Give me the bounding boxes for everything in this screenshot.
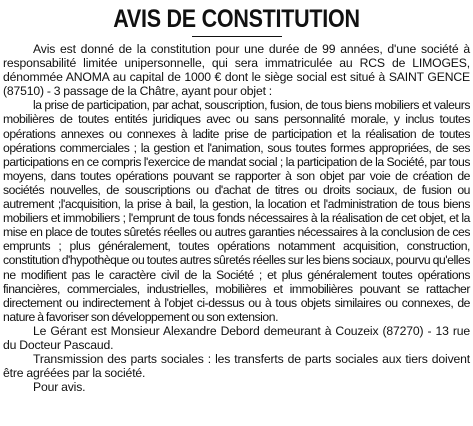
manager-paragraph: Le Gérant est Monsieur Alexandre Debord demeurant à Couzeix (87270) - 13 rue du Docteur Pascaud. [3, 323, 470, 352]
object-paragraph: la prise de participation, par achat, souscription, fusion, de tous biens mobiliers et valeurs mobilières de toutes entités juridiques avec ou sans personnalité morale, y inclus toutes opérations annexes ou connexes à ladite prise de participation et la réalisation de toutes opérations commerciales ; la gestion et l'animation, sous toutes formes appropriées, de ses participations en ce compris l'exercice de mandat social ; la participation de la Société, par tous moyens, dans toutes opérations pouvant se rapporter à son objet par voie de création de sociétés nouvelles, de souscriptions ou d'achat de titres ou droits sociaux, de fusion ou autrement ;l'acquisition, la prise à bail, la gestion, la location et l'administration de tous biens mobiliers et immobiliers ; l'emprunt de tous fonds nécessaires à la réalisation de cet objet, et la mise en place de toutes sûretés réelles ou autres garanties nécessaires à la conclusion de ces emprunts ; plus généralement, toutes opérations notamment acquisition, construction, constitution d'hypothèque ou toutes autres sûretés réelles sur les biens sociaux, pourvu qu'elles ne modifient pas le caractère civil de la Société ; et plus généralement toutes opérations financières, commerciales, industrielles, mobilières et immobilières pouvant se rattacher directement ou indirectement à l'objet ci-dessus ou à tous objets similaires ou connexes, de nature à favoriser son développement ou son extension. [3, 98, 470, 324]
notice-title: AVIS DE CONSTITUTION [113, 5, 360, 33]
title-divider [192, 36, 282, 37]
transfer-paragraph: Transmission des parts sociales : les transferts de parts sociales aux tiers doivent être agréées par la société. [3, 352, 470, 381]
intro-paragraph: Avis est donné de la constitution pour une durée de 99 années, d'une société à responsabilité limitée unipersonnelle, qui sera immatriculée au RCS de LIMOGES, dénommée ANOMA au capital de 1000 € dont le siège social est situé à SAINT GENCE (87510) - 3 passage de la Châtre, ayant pour objet : [3, 42, 470, 99]
closing-paragraph: Pour avis. [33, 380, 86, 395]
